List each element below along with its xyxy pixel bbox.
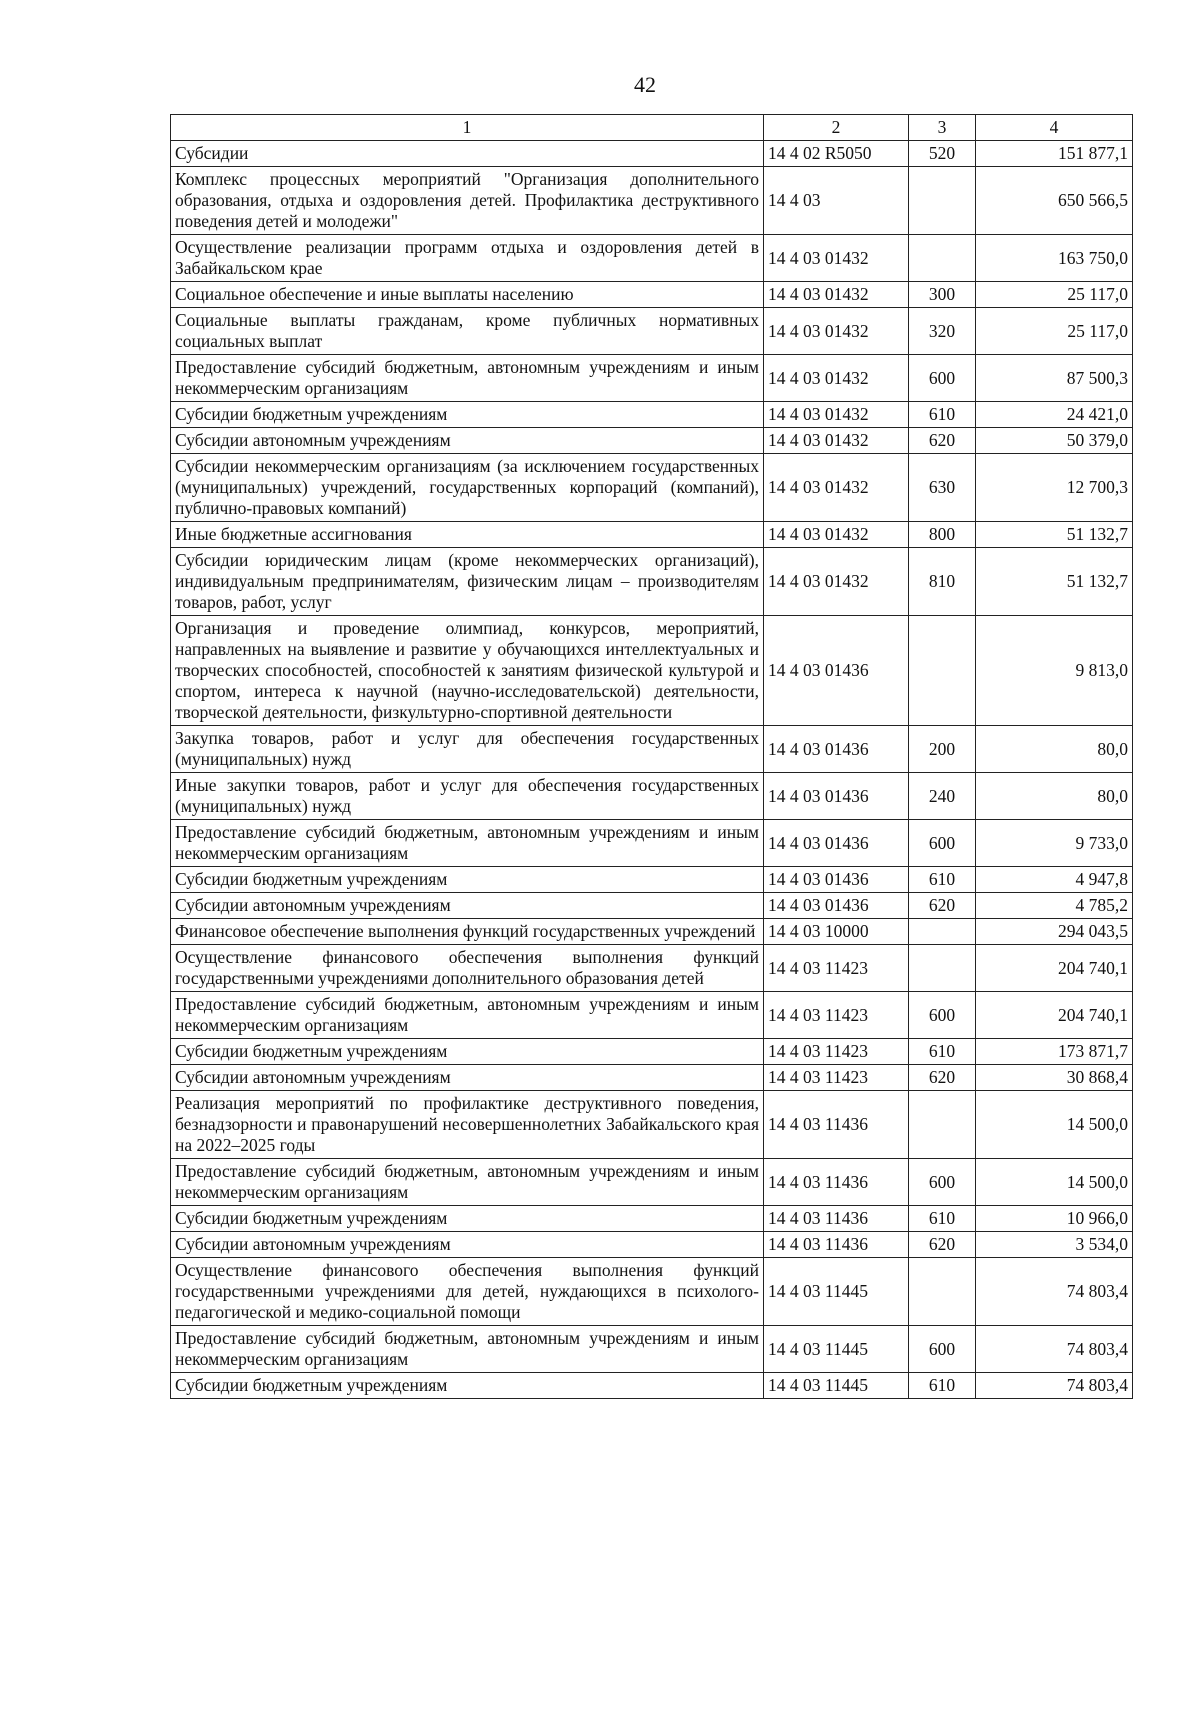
cell-code: 14 4 03 01436 <box>764 773 909 820</box>
table-row <box>171 1091 1133 1159</box>
budget-table <box>170 114 1133 1399</box>
cell-name: Осуществление финансового обеспечения выполнения функций государственными учреждениями для детей, нуждающихся в психолого-педагогической и медико-социальной помощи <box>171 1258 764 1326</box>
cell-code: 14 4 03 11423 <box>764 1065 909 1091</box>
cell-name: Предоставление субсидий бюджетным, автономным учреждениям и иным некоммерческим организациям <box>171 992 764 1039</box>
cell-type: 200 <box>909 726 976 773</box>
cell-name: Субсидии бюджетным учреждениям <box>171 867 764 893</box>
table-body <box>171 115 1133 1399</box>
cell-type: 620 <box>909 893 976 919</box>
cell-type: 620 <box>909 428 976 454</box>
table-row <box>171 548 1133 616</box>
cell-code: 14 4 03 11436 <box>764 1159 909 1206</box>
cell-type <box>909 616 976 726</box>
table-row <box>171 454 1133 522</box>
table-row <box>171 1159 1133 1206</box>
table-row <box>171 522 1133 548</box>
cell-type: 610 <box>909 867 976 893</box>
cell-type: 610 <box>909 1373 976 1399</box>
cell-amount: 24 421,0 <box>976 402 1133 428</box>
cell-type: 810 <box>909 548 976 616</box>
cell-amount: 30 868,4 <box>976 1065 1133 1091</box>
cell-name: Субсидии бюджетным учреждениям <box>171 1373 764 1399</box>
cell-name: Субсидии автономным учреждениям <box>171 893 764 919</box>
table-row <box>171 820 1133 867</box>
cell-code: 14 4 03 01432 <box>764 402 909 428</box>
cell-amount: 14 500,0 <box>976 1091 1133 1159</box>
cell-code: 14 4 03 10000 <box>764 919 909 945</box>
cell-code: 14 4 03 01432 <box>764 548 909 616</box>
cell-type <box>909 945 976 992</box>
cell-code: 14 4 03 11445 <box>764 1258 909 1326</box>
cell-type: 600 <box>909 820 976 867</box>
cell-type: 600 <box>909 1326 976 1373</box>
cell-name: Предоставление субсидий бюджетным, автономным учреждениям и иным некоммерческим организациям <box>171 1159 764 1206</box>
table-row <box>171 867 1133 893</box>
cell-code: 14 4 03 01432 <box>764 428 909 454</box>
cell-amount: 51 132,7 <box>976 548 1133 616</box>
header-cell-code: 2 <box>764 115 909 141</box>
cell-amount: 9 733,0 <box>976 820 1133 867</box>
header-cell-name: 1 <box>171 115 764 141</box>
cell-name: Комплекс процессных мероприятий "Организация дополнительного образования, отдыха и оздоровления детей. Профилактика деструктивного поведения детей и молодежи" <box>171 167 764 235</box>
cell-amount: 14 500,0 <box>976 1159 1133 1206</box>
table-row <box>171 1206 1133 1232</box>
cell-amount: 650 566,5 <box>976 167 1133 235</box>
table-row <box>171 1373 1133 1399</box>
cell-amount: 25 117,0 <box>976 308 1133 355</box>
cell-name: Социальное обеспечение и иные выплаты населению <box>171 282 764 308</box>
cell-code: 14 4 03 11436 <box>764 1206 909 1232</box>
cell-type: 610 <box>909 1206 976 1232</box>
cell-type: 620 <box>909 1232 976 1258</box>
cell-name: Субсидии бюджетным учреждениям <box>171 1039 764 1065</box>
header-cell-amount: 4 <box>976 115 1133 141</box>
cell-type <box>909 235 976 282</box>
cell-amount: 294 043,5 <box>976 919 1133 945</box>
cell-code: 14 4 03 01432 <box>764 282 909 308</box>
cell-code: 14 4 03 11445 <box>764 1326 909 1373</box>
cell-name: Субсидии автономным учреждениям <box>171 1065 764 1091</box>
table-row <box>171 1326 1133 1373</box>
cell-amount: 74 803,4 <box>976 1258 1133 1326</box>
cell-code: 14 4 03 01432 <box>764 235 909 282</box>
table-row <box>171 726 1133 773</box>
cell-code: 14 4 03 01436 <box>764 893 909 919</box>
cell-code: 14 4 03 01436 <box>764 867 909 893</box>
cell-name: Социальные выплаты гражданам, кроме публичных нормативных социальных выплат <box>171 308 764 355</box>
cell-type <box>909 919 976 945</box>
cell-code: 14 4 03 11423 <box>764 992 909 1039</box>
cell-amount: 10 966,0 <box>976 1206 1133 1232</box>
table-row <box>171 282 1133 308</box>
table-row <box>171 1258 1133 1326</box>
cell-code: 14 4 03 11445 <box>764 1373 909 1399</box>
cell-name: Субсидии автономным учреждениям <box>171 1232 764 1258</box>
cell-code: 14 4 02 R5050 <box>764 141 909 167</box>
cell-type <box>909 1091 976 1159</box>
table-row <box>171 141 1133 167</box>
cell-type: 630 <box>909 454 976 522</box>
cell-amount: 12 700,3 <box>976 454 1133 522</box>
cell-amount: 173 871,7 <box>976 1039 1133 1065</box>
cell-code: 14 4 03 01436 <box>764 616 909 726</box>
cell-code: 14 4 03 01436 <box>764 726 909 773</box>
cell-name: Субсидии некоммерческим организациям (за исключением государственных (муниципальных) учреждений, государственных корпораций (компаний), публично-правовых компаний) <box>171 454 764 522</box>
cell-name: Субсидии бюджетным учреждениям <box>171 402 764 428</box>
header-row <box>171 115 1133 141</box>
cell-name: Предоставление субсидий бюджетным, автономным учреждениям и иным некоммерческим организациям <box>171 820 764 867</box>
table-row <box>171 235 1133 282</box>
cell-amount: 204 740,1 <box>976 992 1133 1039</box>
table-row <box>171 919 1133 945</box>
cell-amount: 50 379,0 <box>976 428 1133 454</box>
cell-name: Осуществление финансового обеспечения выполнения функций государственными учреждениями дополнительного образования детей <box>171 945 764 992</box>
cell-name: Предоставление субсидий бюджетным, автономным учреждениям и иным некоммерческим организациям <box>171 1326 764 1373</box>
cell-code: 14 4 03 11436 <box>764 1232 909 1258</box>
cell-type: 600 <box>909 355 976 402</box>
cell-amount: 163 750,0 <box>976 235 1133 282</box>
table-row <box>171 773 1133 820</box>
cell-code: 14 4 03 01432 <box>764 454 909 522</box>
cell-code: 14 4 03 01432 <box>764 522 909 548</box>
cell-type: 800 <box>909 522 976 548</box>
cell-type: 240 <box>909 773 976 820</box>
cell-amount: 151 877,1 <box>976 141 1133 167</box>
cell-type: 620 <box>909 1065 976 1091</box>
cell-code: 14 4 03 01436 <box>764 820 909 867</box>
cell-amount: 4 947,8 <box>976 867 1133 893</box>
header-cell-type: 3 <box>909 115 976 141</box>
cell-name: Организация и проведение олимпиад, конкурсов, мероприятий, направленных на выявление и развитие у обучающихся интеллектуальных и творческих способностей, способностей к занятиям физической культурой и спортом, интереса к научной (научно-исследовательской) деятельности, творческой деятельности, физкультурно-спортивной деятельности <box>171 616 764 726</box>
cell-type: 600 <box>909 1159 976 1206</box>
cell-name: Иные закупки товаров, работ и услуг для обеспечения государственных (муниципальных) нужд <box>171 773 764 820</box>
table-row <box>171 167 1133 235</box>
cell-amount: 204 740,1 <box>976 945 1133 992</box>
page-number: 42 <box>634 72 656 97</box>
cell-type <box>909 1258 976 1326</box>
table-row <box>171 1039 1133 1065</box>
cell-code: 14 4 03 01432 <box>764 355 909 402</box>
cell-amount: 25 117,0 <box>976 282 1133 308</box>
cell-type: 300 <box>909 282 976 308</box>
table-row <box>171 945 1133 992</box>
cell-amount: 87 500,3 <box>976 355 1133 402</box>
table-row <box>171 1232 1133 1258</box>
cell-name: Предоставление субсидий бюджетным, автономным учреждениям и иным некоммерческим организациям <box>171 355 764 402</box>
cell-type: 520 <box>909 141 976 167</box>
cell-amount: 80,0 <box>976 726 1133 773</box>
cell-type: 600 <box>909 992 976 1039</box>
cell-name: Субсидии <box>171 141 764 167</box>
cell-amount: 4 785,2 <box>976 893 1133 919</box>
table-row <box>171 308 1133 355</box>
cell-name: Реализация мероприятий по профилактике деструктивного поведения, безнадзорности и правонарушений несовершеннолетних Забайкальского края на 2022–2025 годы <box>171 1091 764 1159</box>
cell-type <box>909 167 976 235</box>
table-row <box>171 893 1133 919</box>
cell-code: 14 4 03 <box>764 167 909 235</box>
cell-name: Субсидии автономным учреждениям <box>171 428 764 454</box>
cell-name: Субсидии юридическим лицам (кроме некоммерческих организаций), индивидуальным предпринимателям, физическим лицам – производителям товаров, работ, услуг <box>171 548 764 616</box>
cell-name: Субсидии бюджетным учреждениям <box>171 1206 764 1232</box>
table-row <box>171 402 1133 428</box>
table-row <box>171 1065 1133 1091</box>
cell-name: Финансовое обеспечение выполнения функций государственных учреждений <box>171 919 764 945</box>
cell-code: 14 4 03 01432 <box>764 308 909 355</box>
cell-amount: 80,0 <box>976 773 1133 820</box>
cell-type: 610 <box>909 402 976 428</box>
cell-amount: 74 803,4 <box>976 1326 1133 1373</box>
cell-amount: 3 534,0 <box>976 1232 1133 1258</box>
table-row <box>171 616 1133 726</box>
cell-type: 610 <box>909 1039 976 1065</box>
cell-type: 320 <box>909 308 976 355</box>
table-row <box>171 355 1133 402</box>
cell-code: 14 4 03 11423 <box>764 945 909 992</box>
cell-name: Закупка товаров, работ и услуг для обеспечения государственных (муниципальных) нужд <box>171 726 764 773</box>
cell-name: Иные бюджетные ассигнования <box>171 522 764 548</box>
cell-name: Осуществление реализации программ отдыха и оздоровления детей в Забайкальском крае <box>171 235 764 282</box>
table-row <box>171 428 1133 454</box>
cell-amount: 51 132,7 <box>976 522 1133 548</box>
cell-amount: 74 803,4 <box>976 1373 1133 1399</box>
table-row <box>171 992 1133 1039</box>
cell-code: 14 4 03 11436 <box>764 1091 909 1159</box>
cell-amount: 9 813,0 <box>976 616 1133 726</box>
cell-code: 14 4 03 11423 <box>764 1039 909 1065</box>
